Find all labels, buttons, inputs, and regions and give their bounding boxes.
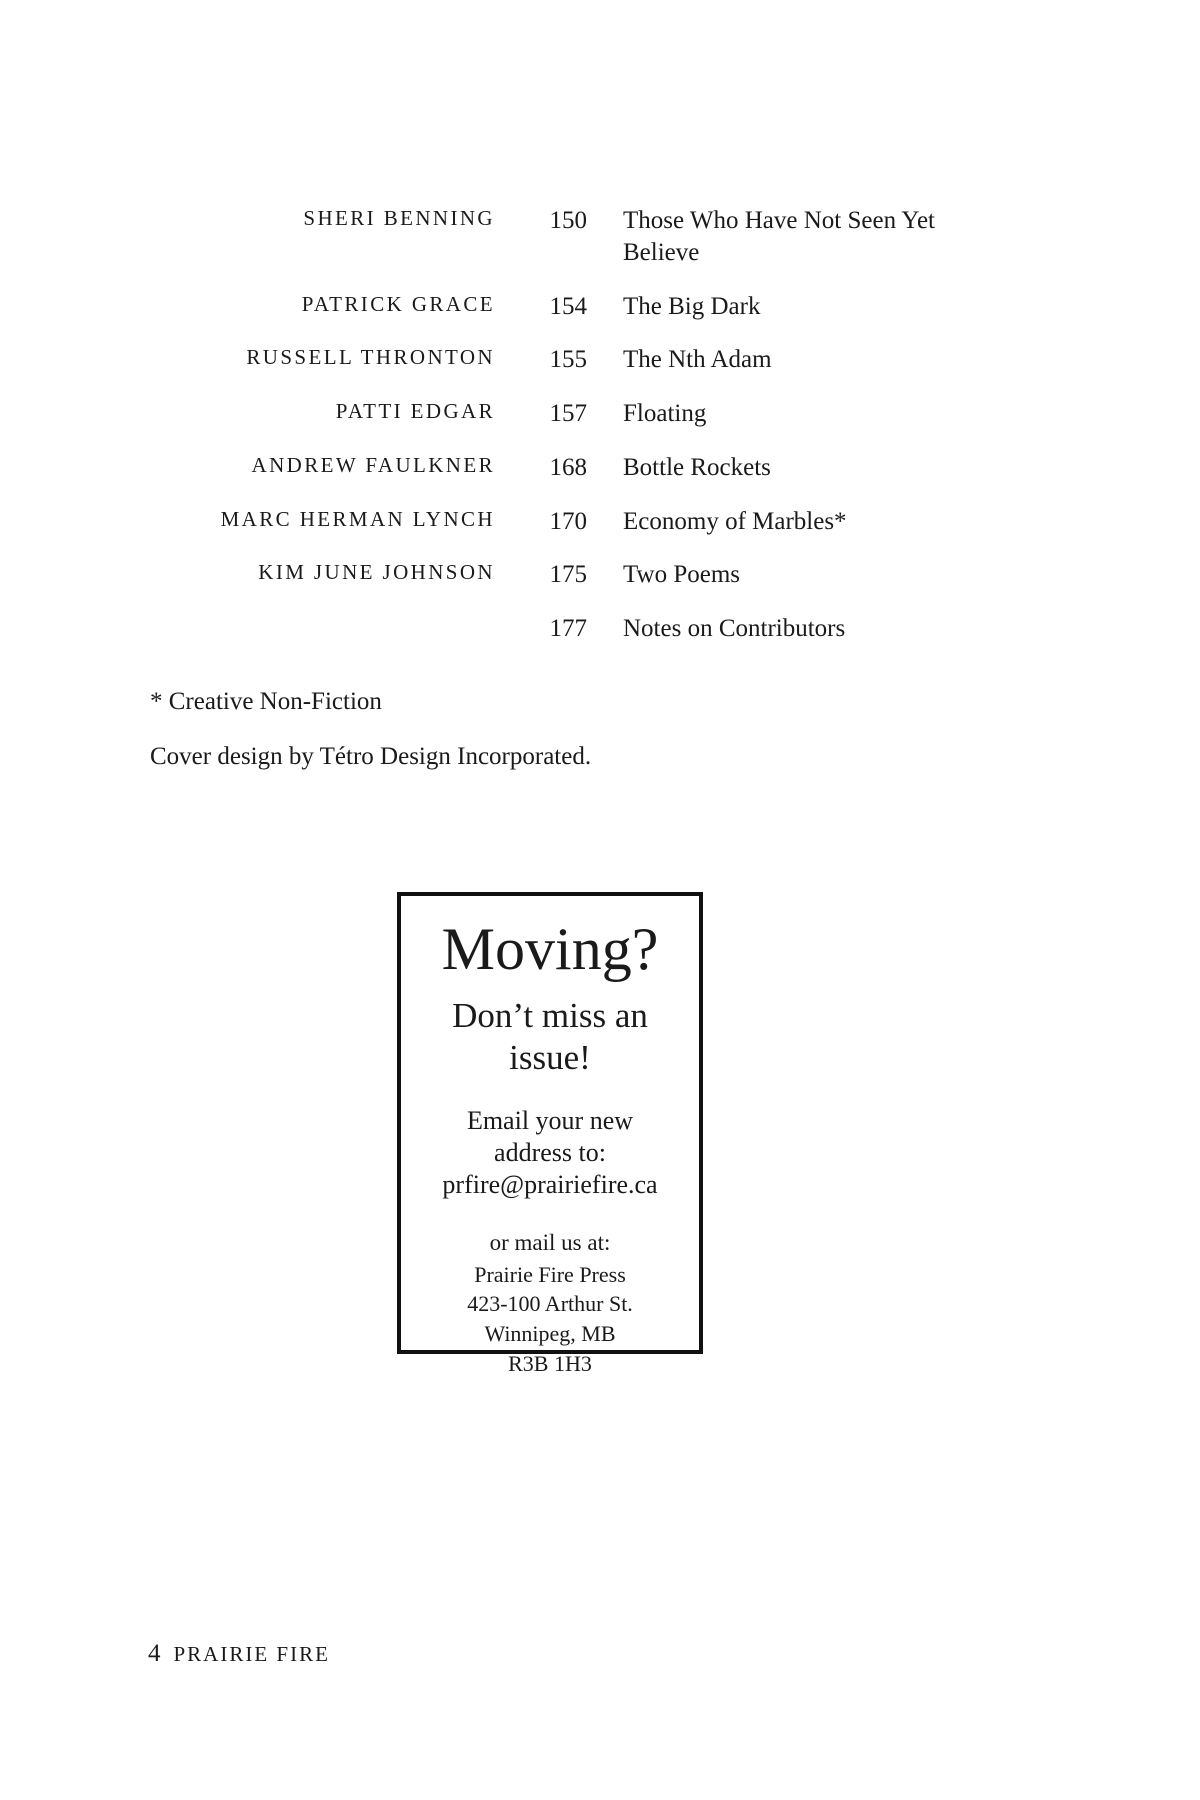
ad-address-line-3: Winnipeg, MB xyxy=(484,1320,616,1346)
ad-email-line-2: address to: xyxy=(494,1138,606,1168)
toc-author: PATTI EDGAR xyxy=(335,399,495,423)
toc-entry xyxy=(150,205,980,269)
page-footer xyxy=(148,1640,330,1668)
ad-email-line-1: Email your new xyxy=(466,1106,634,1135)
toc-page-number: 155 xyxy=(549,346,587,374)
toc-entry xyxy=(150,506,980,538)
toc-author: KIM JUNE JOHNSON xyxy=(258,560,495,585)
toc-page-number: 157 xyxy=(549,400,587,427)
toc-author: PATRICK GRACE xyxy=(301,291,495,316)
ad-heading: Moving? xyxy=(441,916,659,982)
toc-title: Those Who Have Not Seen Yet Believe xyxy=(623,207,935,266)
publication-name: PRAIRIE FIRE xyxy=(173,1642,330,1666)
ad-address-line-4: R3B 1H3 xyxy=(508,1350,592,1376)
toc-page-number: 154 xyxy=(549,292,587,320)
toc-title: Economy of Marbles* xyxy=(623,507,847,535)
toc-author: SHERI BENNING xyxy=(303,206,495,230)
toc-page-number: 168 xyxy=(549,453,587,481)
toc-author: ANDREW FAULKNER xyxy=(251,452,495,477)
toc-title: The Big Dark xyxy=(623,292,761,320)
folio-number: 4 xyxy=(148,1640,161,1667)
toc-title: Notes on Contributors xyxy=(623,615,846,642)
toc-page-number: 150 xyxy=(549,207,587,234)
ad-address-line-2: 423-100 Arthur St. xyxy=(467,1291,633,1317)
table-of-contents xyxy=(150,205,980,667)
toc-title: Two Poems xyxy=(623,561,741,589)
toc-entry xyxy=(150,344,980,376)
toc-author: MARC HERMAN LYNCH xyxy=(220,506,495,531)
ad-mail-heading: or mail us at: xyxy=(489,1229,611,1255)
toc-page-number: 170 xyxy=(549,507,587,535)
footnote: * Creative Non-Fiction xyxy=(150,688,382,715)
cover-credit: Cover design by Tétro Design Incorporated. xyxy=(150,743,592,770)
ad-email-address: prfire@prairiefire.ca xyxy=(442,1170,658,1200)
toc-title: The Nth Adam xyxy=(623,346,772,374)
toc-entry xyxy=(150,559,980,591)
ad-subheading: Don’t miss an issue! xyxy=(452,996,648,1077)
moving-advertisement xyxy=(397,892,703,1376)
ad-email-block xyxy=(417,1105,683,1202)
ad-address-line-1: Prairie Fire Press xyxy=(474,1261,626,1287)
toc-page-number: 177 xyxy=(549,615,587,642)
toc-page-number: 175 xyxy=(549,561,587,589)
toc-entry xyxy=(150,291,980,323)
toc-entry xyxy=(150,452,980,484)
toc-entry xyxy=(150,398,980,430)
toc-title: Bottle Rockets xyxy=(623,453,771,481)
ad-postal-address xyxy=(401,1260,699,1379)
toc-author: RUSSELL THRONTON xyxy=(246,345,495,370)
toc-title: Floating xyxy=(623,400,707,427)
toc-entry xyxy=(150,613,980,645)
